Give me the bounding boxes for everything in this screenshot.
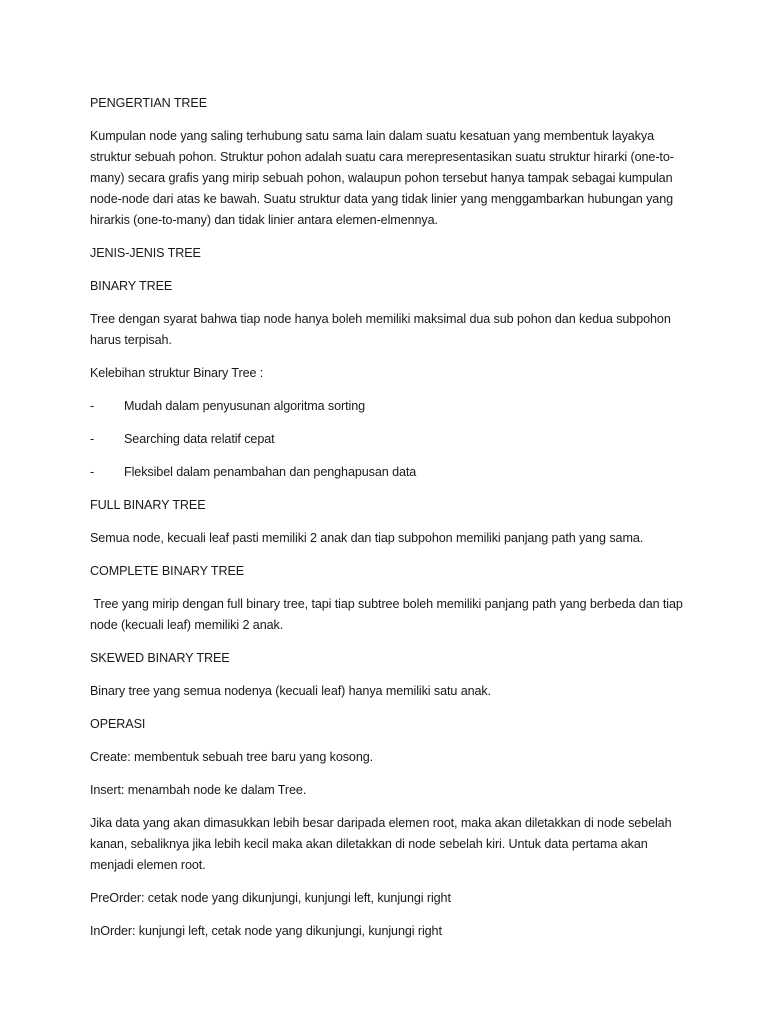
list-item (90, 396, 688, 417)
heading-full-binary-tree: FULL BINARY TREE (90, 498, 206, 512)
bullet-text: Mudah dalam penyusunan algoritma sorting (124, 399, 366, 413)
paragraph-complete-binary-tree: Tree yang mirip dengan full binary tree, tapi tiap subtree boleh memiliki panjang path yang berbeda dan tiap node (kecuali leaf) memiliki 2 anak. (90, 597, 687, 632)
paragraph-pengertian-tree: Kumpulan node yang saling terhubung satu sama lain dalam suatu kesatuan yang membentuk layakya struktur sebuah pohon. Struktur pohon adalah suatu cara merepresentasikan suatu struktur hirarki (one-to-many) secara grafis yang mirip sebuah pohon, walaupun pohon tersebut hanya tampak sebagai kumpulan node-node dari atas ke bawah. Suatu struktur data yang tidak linier yang menggambarkan hubungan yang hirarkis (one-to-many) dan tidak linier antara elemen-elmennya. (90, 129, 674, 227)
paragraph-skewed-binary-tree: Binary tree yang semua nodenya (kecuali leaf) hanya memiliki satu anak. (90, 684, 492, 698)
bullet-text: Fleksibel dalam penambahan dan penghapusan data (124, 465, 417, 479)
heading-pengertian-tree: PENGERTIAN TREE (90, 96, 208, 110)
bullet-text: Searching data relatif cepat (124, 432, 275, 446)
heading-jenis-jenis-tree: JENIS-JENIS TREE (90, 246, 201, 260)
bullet-dash: - (90, 399, 95, 413)
heading-binary-tree: BINARY TREE (90, 279, 173, 293)
heading-complete-binary-tree: COMPLETE BINARY TREE (90, 564, 245, 578)
bullet-dash: - (90, 432, 95, 446)
paragraph-inorder: InOrder: kunjungi left, cetak node yang dikunjungi, kunjungi right (90, 924, 442, 938)
list-item (90, 429, 688, 450)
paragraph-preorder: PreOrder: cetak node yang dikunjungi, kunjungi left, kunjungi right (90, 891, 451, 905)
heading-skewed-binary-tree: SKEWED BINARY TREE (90, 651, 230, 665)
paragraph-binary-tree: Tree dengan syarat bahwa tiap node hanya boleh memiliki maksimal dua sub pohon dan kedua subpohon harus terpisah. (90, 312, 671, 347)
paragraph-full-binary-tree: Semua node, kecuali leaf pasti memiliki 2 anak dan tiap subpohon memiliki panjang path yang sama. (90, 531, 644, 545)
bullet-dash: - (90, 465, 95, 479)
paragraph-create: Create: membentuk sebuah tree baru yang kosong. (90, 750, 374, 764)
paragraph-insert: Insert: menambah node ke dalam Tree. (90, 783, 307, 797)
paragraph-insert-rule: Jika data yang akan dimasukkan lebih besar daripada elemen root, maka akan diletakkan di node sebelah kanan, sebaliknya jika lebih kecil maka akan diletakkan di node sebelah kiri. Untuk data pertama akan menjadi elemen root. (90, 816, 672, 872)
list-item (90, 462, 688, 483)
paragraph-kelebihan: Kelebihan struktur Binary Tree : (90, 366, 264, 380)
heading-operasi: OPERASI (90, 717, 146, 731)
